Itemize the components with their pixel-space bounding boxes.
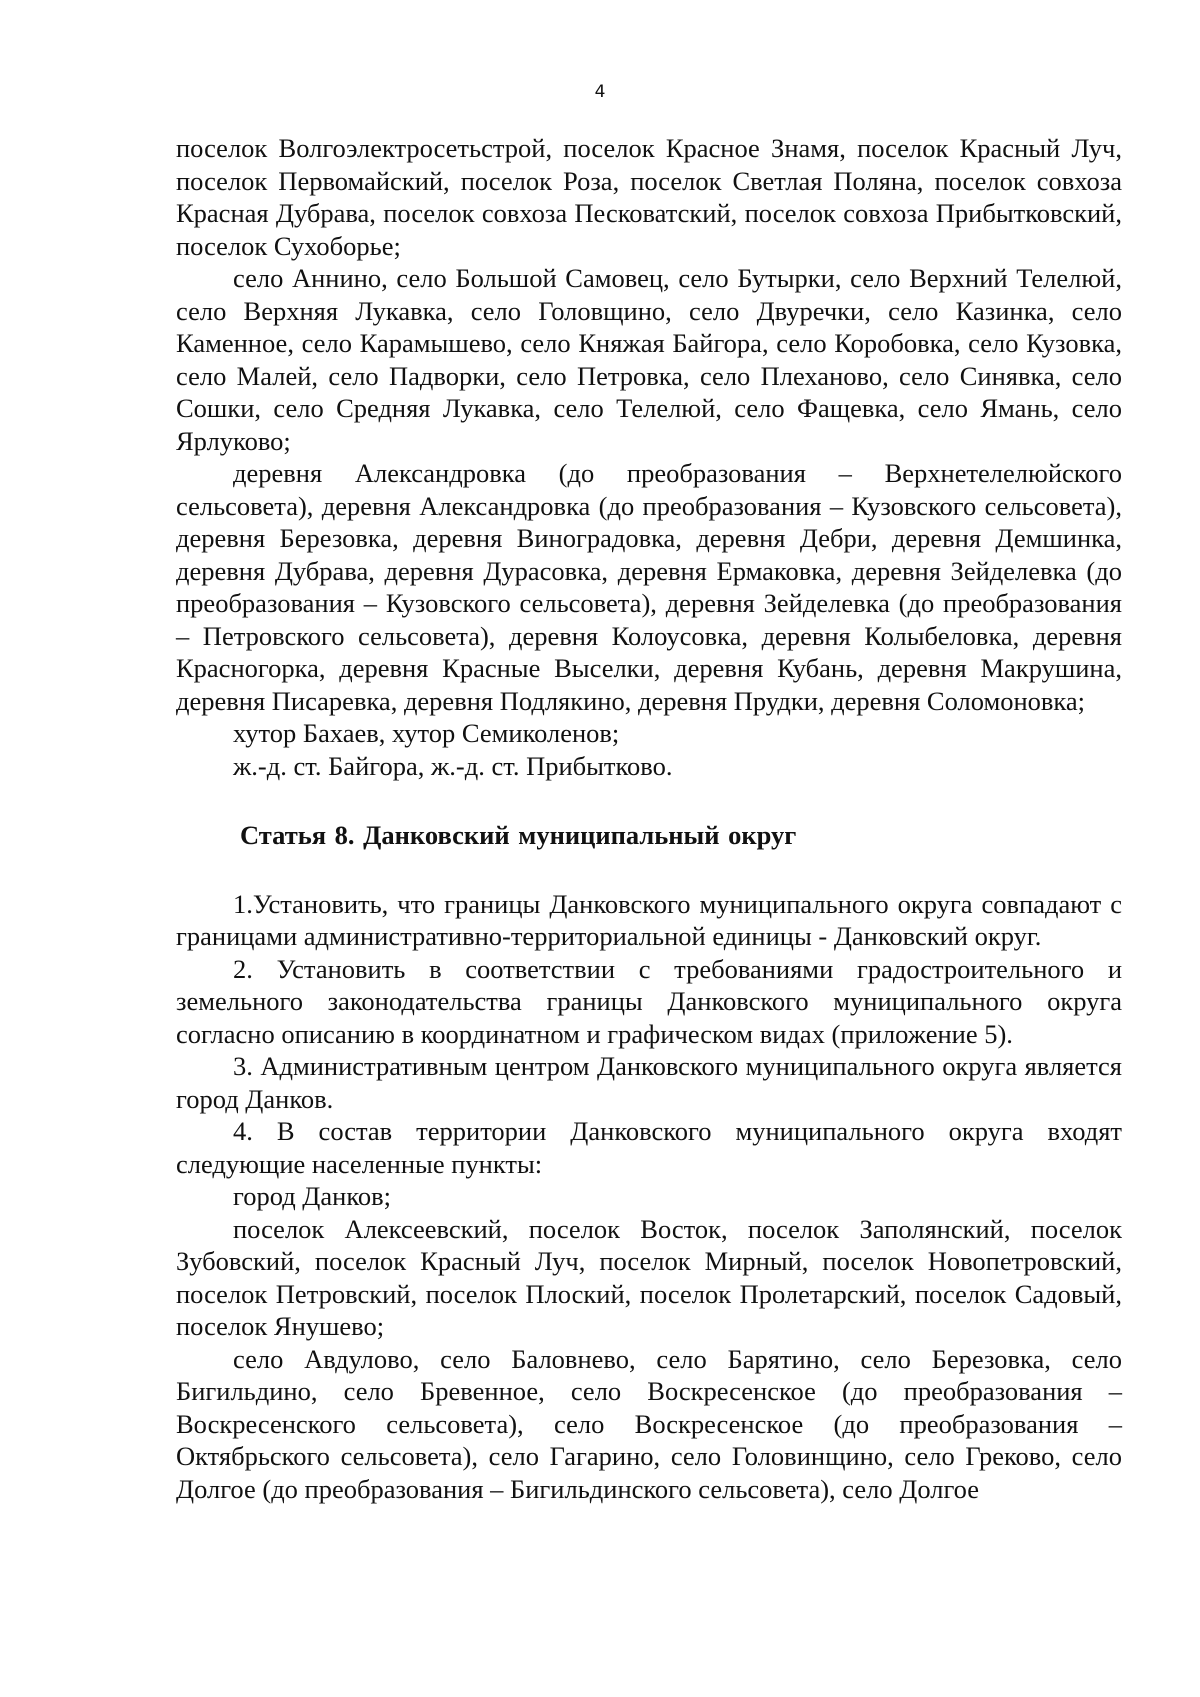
paragraph-clause-1: 1.Установить, что границы Данковского муниципального округа совпадают с границами административно-территориальной единицы - Данковский округ.	[176, 888, 1122, 951]
article-title: Статья 8. Данковский муниципальный округ	[240, 820, 797, 850]
paragraph-clause-2: 2. Установить в соответствии с требованиями градостроительного и земельного законодательства границы Данковского муниципального округа согласно описанию в координатном и графическом видах (приложение 5).	[176, 953, 1122, 1049]
paragraph-selo-list: село Авдулово, село Баловнево, село Барятино, село Березовка, село Бигильдино, село Бревенное, село Воскресенское (до преобразования – Воскресенского сельсовета), село Воскресенское (до преобразования – Октябрьского сельсовета), село Гагарино, село Головинщино, село Греково, село Долгое (до преобразования – Бигильдинского сельсовета), село Долгое	[176, 1343, 1122, 1504]
paragraph-settlements-khutor: хутор Бахаев, хутор Семиколенов;	[233, 718, 620, 748]
paragraph-city: город Данков;	[233, 1181, 391, 1211]
paragraph-settlements-poselok-continued: поселок Волгоэлектросетьстрой, поселок Красное Знамя, поселок Красный Луч, поселок Первомайский, поселок Роза, поселок Светлая Поляна, поселок совхоза Красная Дубрава, поселок совхоза Песковатский, поселок совхоза Прибытковский, поселок Сухоборье;	[176, 133, 1122, 261]
paragraph-settlements-railway-stations: ж.-д. ст. Байгора, ж.-д. ст. Прибытково.	[233, 750, 673, 781]
paragraph-clause-3: 3. Административным центром Данковского муниципального округа является город Данков.	[176, 1051, 1122, 1114]
paragraph-settlements-selo: село Аннино, село Большой Самовец, село Бутырки, село Верхний Телелюй, село Верхняя Лукавка, село Головщино, село Двуречки, село Казинка, село Каменное, село Карамышево, село Княжая Байгора, село Коробовка, село Кузовка, село Малей, село Падворки, село Петровка, село Плеханово, село Синявка, село Сошки, село Средняя Лукавка, село Телелюй, село Фащевка, село Ямань, село Ярлуково;	[176, 263, 1122, 456]
document-body	[176, 132, 1122, 1505]
paragraph-settlements-derevnya: деревня Александровка (до преобразования – Верхнетелелюйского сельсовета), деревня Александровка (до преобразования – Кузовского сельсовета), деревня Березовка, деревня Виноградовка, деревня Дебри, деревня Демшинка, деревня Дубрава, деревня Дурасовка, деревня Ермаковка, деревня Зейделевка (до преобразования – Кузовского сельсовета), деревня Зейделевка (до преобразования – Петровского сельсовета), деревня Колоусовка, деревня Колыбеловка, деревня Красногорка, деревня Красные Выселки, деревня Кубань, деревня Макрушина, деревня Писаревка, деревня Подлякино, деревня Прудки, деревня Соломоновка;	[176, 458, 1122, 716]
paragraph-clause-4: 4. В состав территории Данковского муниципального округа входят следующие населенные пункты:	[176, 1116, 1122, 1179]
paragraph-poselok-list: поселок Алексеевский, поселок Восток, поселок Заполянский, поселок Зубовский, поселок Красный Луч, поселок Мирный, поселок Новопетровский, поселок Петровский, поселок Плоский, поселок Пролетарский, поселок Садовый, поселок Янушево;	[176, 1213, 1122, 1341]
page-number: 4	[594, 82, 606, 102]
